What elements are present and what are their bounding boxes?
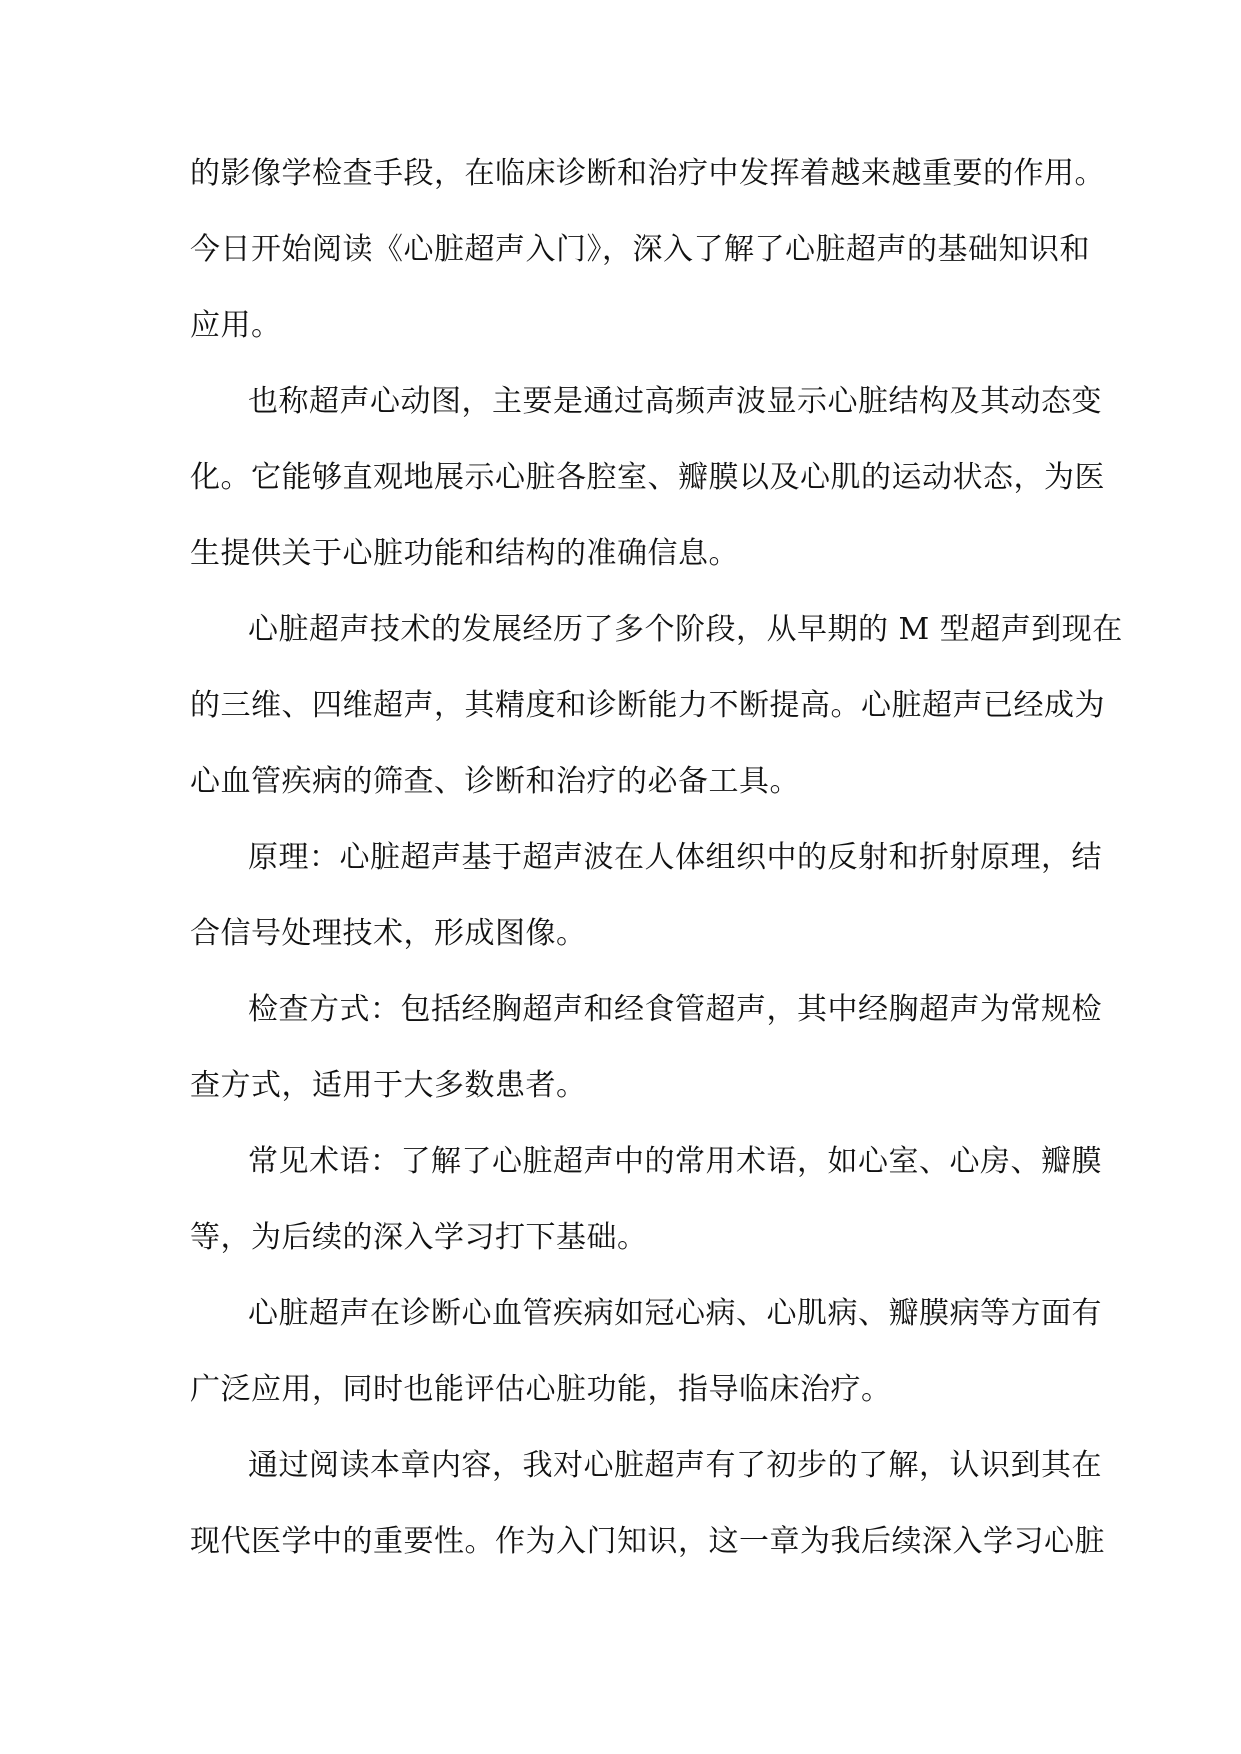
paragraph-first-line: 原理：心脏超声基于超声波在人体组织中的反射和折射原理，结 — [248, 840, 1102, 875]
text-line: 的影像学检查手段，在临床诊断和治疗中发挥着越来越重要的作用。 — [190, 156, 1105, 191]
text-line: 的三维、四维超声，其精度和诊断能力不断提高。心脏超声已经成为 — [190, 688, 1105, 723]
paragraph-first-line: 心脏超声在诊断心血管疾病如冠心病、心肌病、瓣膜病等方面有 — [248, 1296, 1102, 1331]
text-line: 生提供关于心脏功能和结构的准确信息。 — [190, 536, 739, 571]
text-line: 查方式，适用于大多数患者。 — [190, 1068, 587, 1103]
text-line: 应用。 — [190, 308, 282, 343]
paragraph-first-line: 也称超声心动图，主要是通过高频声波显示心脏结构及其动态变 — [248, 384, 1102, 419]
text-line: 心血管疾病的筛查、诊断和治疗的必备工具。 — [190, 764, 800, 799]
paragraph-first-line: 通过阅读本章内容，我对心脏超声有了初步的了解，认识到其在 — [248, 1448, 1102, 1483]
text-line: 化。它能够直观地展示心脏各腔室、瓣膜以及心肌的运动状态，为医 — [190, 460, 1105, 495]
paragraph-first-line: 常见术语：了解了心脏超声中的常用术语，如心室、心房、瓣膜 — [248, 1144, 1102, 1179]
text-line: 广泛应用，同时也能评估心脏功能，指导临床治疗。 — [190, 1372, 892, 1407]
text-line: 今日开始阅读《心脏超声入门》，深入了解了心脏超声的基础知识和 — [190, 232, 1090, 267]
text-line: 合信号处理技术，形成图像。 — [190, 916, 587, 951]
text-line: 等，为后续的深入学习打下基础。 — [190, 1220, 648, 1255]
document-body — [190, 136, 1123, 1580]
paragraph-first-line: 检查方式：包括经胸超声和经食管超声，其中经胸超声为常规检 — [248, 992, 1102, 1027]
paragraph-first-line: 心脏超声技术的发展经历了多个阶段，从早期的 M 型超声到现在 — [248, 612, 1123, 647]
text-line: 现代医学中的重要性。作为入门知识，这一章为我后续深入学习心脏 — [190, 1524, 1105, 1559]
